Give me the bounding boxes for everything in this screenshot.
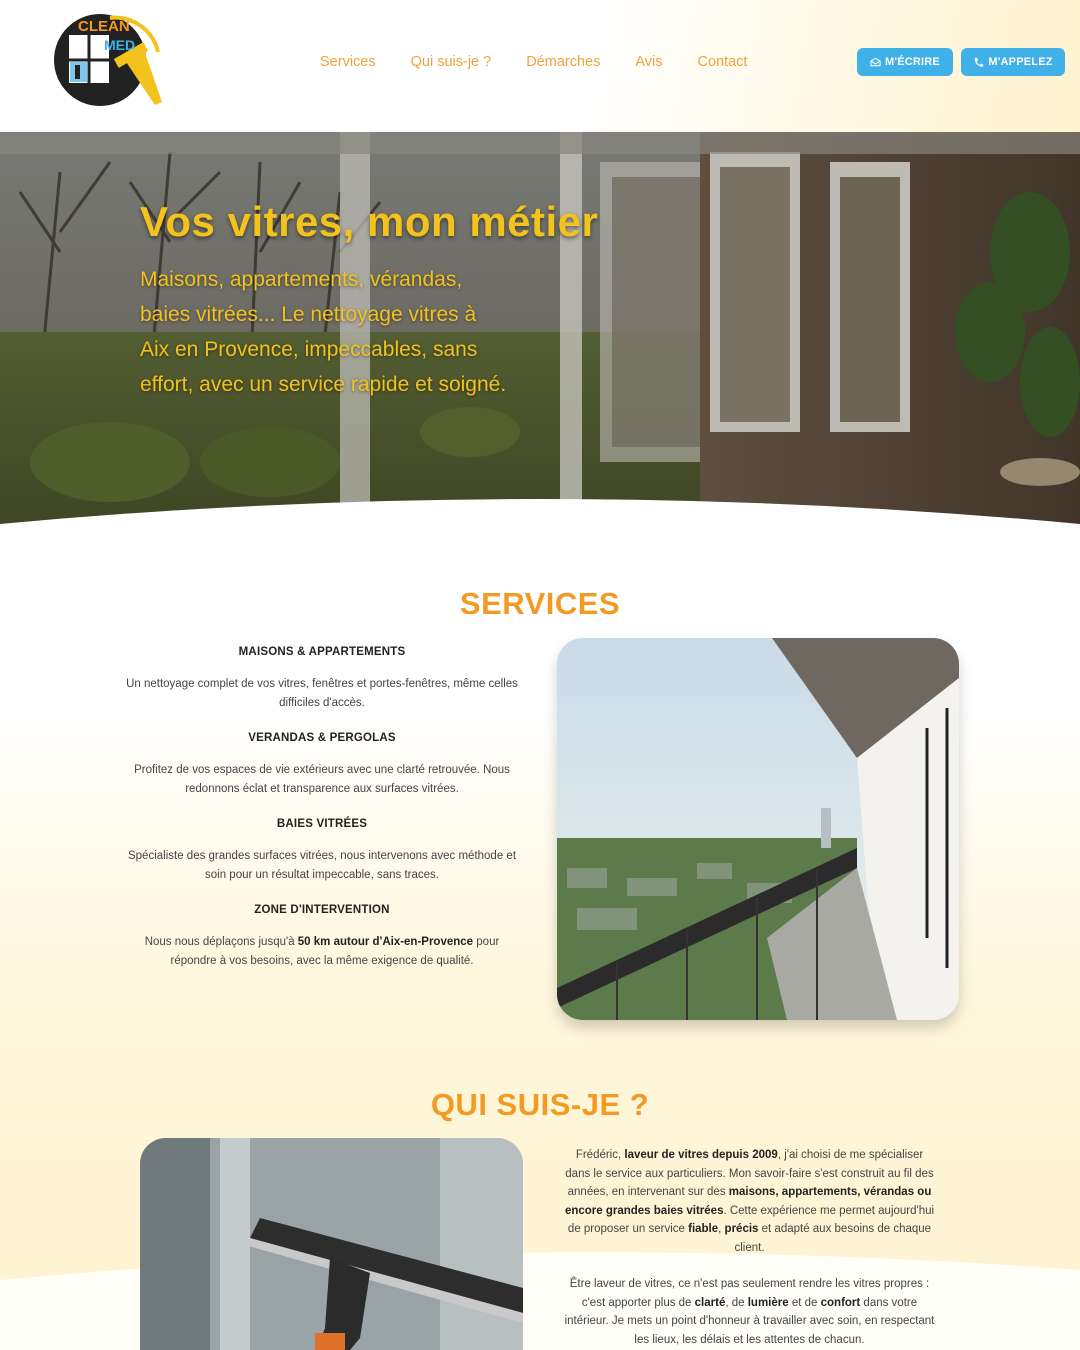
bold-text: fiable <box>688 1223 719 1235</box>
about-paragraph-2 <box>562 1275 937 1349</box>
text-segment: dans votre intérieur. Je mets un point d'honneur à travailler avec soin, en respectant les lieux, les délais et les attentes de chacun. <box>564 1296 935 1346</box>
service-item <box>122 818 522 885</box>
nav-qui-suis-je[interactable]: Qui suis-je ? <box>410 54 492 70</box>
phone-icon <box>973 57 984 68</box>
service-desc: Spécialiste des grandes surfaces vitrées, nous intervenons avec méthode et soin pour un résultat impeccable, sans traces. <box>127 850 517 881</box>
nav-demarches[interactable]: Démarches <box>526 54 601 70</box>
services-list <box>122 646 522 990</box>
text-segment: Être laveur de vitres, ce n'est pas seulement rendre les vitres propres : c'est apporter plus de <box>569 1278 930 1309</box>
balcony-photo <box>557 638 959 1020</box>
bold-text: laveur de vitres depuis 2009 <box>624 1149 778 1161</box>
service-desc: Un nettoyage complet de vos vitres, fenêtres et portes-fenêtres, même celles difficiles d'accès. <box>126 678 518 709</box>
bold-text: clarté <box>694 1296 726 1309</box>
call-button-label: M'APPELEZ <box>988 56 1053 68</box>
hero-text: Maisons, appartements, vérandas, baies vitrées... Le nettoyage vitres à Aix en Provence, impeccables, sans effort, avec un service rapide et soigné. <box>140 268 507 396</box>
hero-title: Vos vitres, mon métier <box>140 198 599 245</box>
hero-bottom-curve <box>0 488 1080 538</box>
site-header <box>0 0 1080 132</box>
main-nav <box>320 54 782 70</box>
nav-services[interactable]: Services <box>320 54 376 70</box>
service-item <box>122 732 522 799</box>
service-title: VERANDAS & PERGOLAS <box>248 732 396 744</box>
text-segment: et de <box>788 1296 821 1309</box>
bold-text: confort <box>820 1296 861 1309</box>
text-segment: , j'ai choisi de me spécialiser dans le service aux particuliers. Mon savoir-faire s'est construit au fil des années, en intervenant sur des <box>565 1149 934 1198</box>
about-heading: QUI SUIS-JE ? <box>430 1087 650 1122</box>
service-title: MAISONS & APPARTEMENTS <box>238 646 406 658</box>
nav-contact[interactable]: Contact <box>697 54 748 70</box>
bold-text: lumière <box>747 1296 789 1309</box>
text-segment: , de <box>725 1296 748 1309</box>
clean-med-logo[interactable] <box>52 10 167 110</box>
service-item <box>122 646 522 713</box>
text-segment: et adapté aux besoins de chaque client. <box>734 1223 932 1254</box>
logo-text-clean: CLEAN <box>78 18 130 35</box>
squeegee-photo <box>140 1138 523 1350</box>
service-title: BAIES VITRÉES <box>276 818 368 830</box>
about-paragraph-1 <box>562 1146 937 1257</box>
services-heading: SERVICES <box>459 586 621 621</box>
nav-avis[interactable]: Avis <box>635 54 663 70</box>
text-segment: Frédéric, <box>575 1149 625 1161</box>
service-desc: Profitez de vos espaces de vie extérieurs avec une clarté retrouvée. Nous redonnons éclat et transparence aux surfaces vitrées. <box>134 764 510 795</box>
logo-text-med: MED <box>104 37 136 53</box>
service-item <box>122 904 522 971</box>
call-button[interactable] <box>961 48 1065 76</box>
service-desc: Nous nous déplaçons jusqu'à 50 km autour d'Aix-en-Provence pour répondre à vos besoins, avec la même exigence de qualité. <box>144 936 500 967</box>
hero-section <box>0 132 1080 527</box>
text-segment: . Cette expérience me permet aujourd'hui de proposer un service <box>567 1204 935 1235</box>
envelope-icon <box>870 57 881 67</box>
bold-text: précis <box>724 1223 759 1235</box>
service-title: ZONE D'INTERVENTION <box>254 904 390 916</box>
write-button[interactable] <box>857 48 953 76</box>
text-segment: , <box>718 1223 725 1235</box>
write-button-label: M'ÉCRIRE <box>885 56 940 68</box>
bold-text: maisons, appartements, vérandas ou encore grandes baies vitrées <box>564 1186 932 1217</box>
about-text <box>562 1146 937 1349</box>
